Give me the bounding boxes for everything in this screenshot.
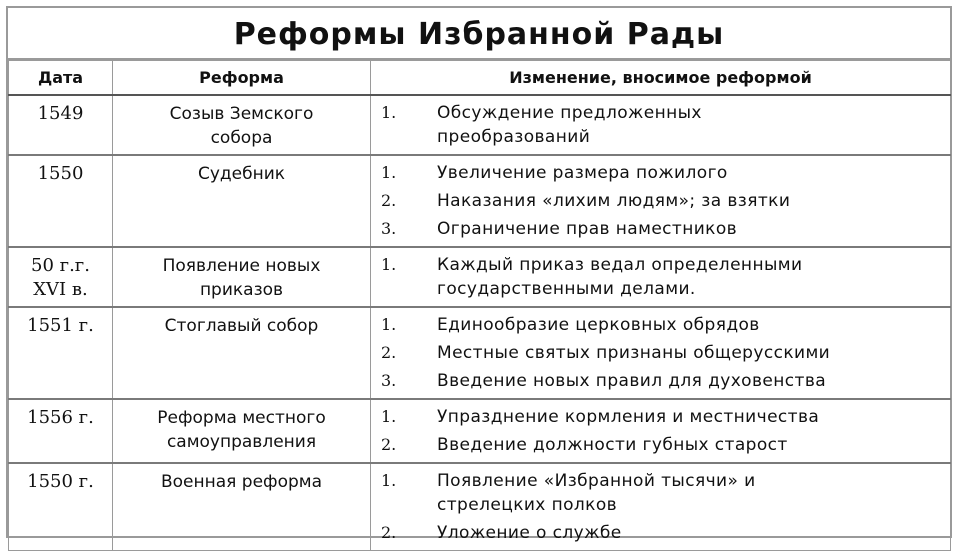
change-item: [371, 187, 950, 215]
date-line: 1556 г.: [27, 407, 94, 428]
reform-cell: [113, 247, 371, 307]
date-cell: [9, 95, 113, 155]
change-line: Обсуждение предложенных: [437, 103, 702, 123]
change-number: 3.: [381, 219, 397, 238]
changes-cell: [371, 155, 951, 247]
change-text: [437, 101, 950, 151]
reform-line: Судебник: [197, 164, 286, 184]
change-item: [371, 431, 950, 459]
changes-cell: [371, 307, 951, 399]
change-item: [371, 215, 950, 243]
table-header-row: [9, 61, 951, 96]
reforms-table-frame: [6, 6, 952, 543]
date-line: 1549: [37, 103, 84, 124]
table-row: [9, 307, 951, 399]
date-cell: [9, 247, 113, 307]
change-number: 1.: [381, 315, 397, 334]
change-line: стрелецких полков: [437, 495, 618, 515]
change-item: [371, 403, 950, 431]
reform-cell: [113, 95, 371, 155]
change-text: Увеличение размера пожилого: [437, 163, 728, 183]
change-text: Уложение о службе: [437, 523, 622, 543]
change-text: Единообразие церковных обрядов: [437, 315, 760, 335]
change-text: Введение новых правил для духовенства: [437, 371, 827, 391]
changes-cell: [371, 463, 951, 551]
change-number: 2.: [381, 191, 397, 210]
change-number: 1.: [381, 103, 397, 122]
change-item: [371, 367, 950, 395]
reform-line: Военная реформа: [160, 472, 323, 492]
header-changes: Изменение, вносимое реформой: [371, 61, 951, 96]
changes-cell: [371, 95, 951, 155]
change-text: Упразднение кормления и местничества: [437, 407, 820, 427]
change-line: Каждый приказ ведал определенными: [437, 255, 803, 275]
table-row: [9, 95, 951, 155]
change-item: [371, 311, 950, 339]
header-date: Дата: [9, 61, 113, 96]
change-item: [371, 519, 950, 547]
reform-line: приказов: [199, 280, 284, 300]
change-number: 2.: [381, 523, 397, 542]
header-reform: Реформа: [113, 61, 371, 96]
change-text: Наказания «лихим людям»; за взятки: [437, 191, 791, 211]
change-line: государственными делами.: [437, 279, 696, 299]
reforms-table: [8, 60, 951, 551]
reform-line: самоуправления: [166, 432, 317, 452]
changes-cell: [371, 247, 951, 307]
date-cell: [9, 399, 113, 463]
changes-cell: [371, 399, 951, 463]
date-cell: [9, 155, 113, 247]
change-item: [371, 467, 950, 519]
date-line: 1551 г.: [27, 315, 94, 336]
reform-cell: [113, 399, 371, 463]
change-number: 2.: [381, 435, 397, 454]
change-line: преобразований: [437, 127, 591, 147]
table-row: [9, 155, 951, 247]
change-number: 1.: [381, 407, 397, 426]
reform-cell: [113, 155, 371, 247]
date-line: 1550 г.: [27, 471, 94, 492]
change-item: [371, 99, 950, 151]
change-text: [437, 253, 950, 303]
change-text: Ограничение прав наместников: [437, 219, 738, 239]
change-number: 3.: [381, 371, 397, 390]
page-title: Реформы Избранной Рады: [8, 8, 950, 60]
reform-line: собора: [210, 128, 273, 148]
date-cell: [9, 307, 113, 399]
reform-line: Стоглавый собор: [164, 316, 319, 336]
change-item: [371, 159, 950, 187]
table-row: [9, 463, 951, 551]
reform-line: Созыв Земского: [169, 104, 314, 124]
date-line: XVI в.: [33, 279, 88, 300]
reform-cell: [113, 463, 371, 551]
reform-line: Реформа местного: [157, 408, 326, 428]
change-text: Местные святых признаны общерусскими: [437, 343, 831, 363]
table-row: [9, 247, 951, 307]
reform-line: Появление новых: [162, 256, 321, 276]
change-number: 1.: [381, 163, 397, 182]
change-item: [371, 339, 950, 367]
date-cell: [9, 463, 113, 551]
change-number: 1.: [381, 471, 397, 490]
date-line: 1550: [37, 163, 84, 184]
change-text: Введение должности губных старост: [437, 435, 788, 455]
date-line: 50 г.г.: [31, 255, 90, 276]
change-line: Появление «Избранной тысячи» и: [437, 471, 756, 491]
change-item: [371, 251, 950, 303]
change-number: 1.: [381, 255, 397, 274]
reform-cell: [113, 307, 371, 399]
table-row: [9, 399, 951, 463]
change-number: 2.: [381, 343, 397, 362]
change-text: [437, 469, 950, 519]
